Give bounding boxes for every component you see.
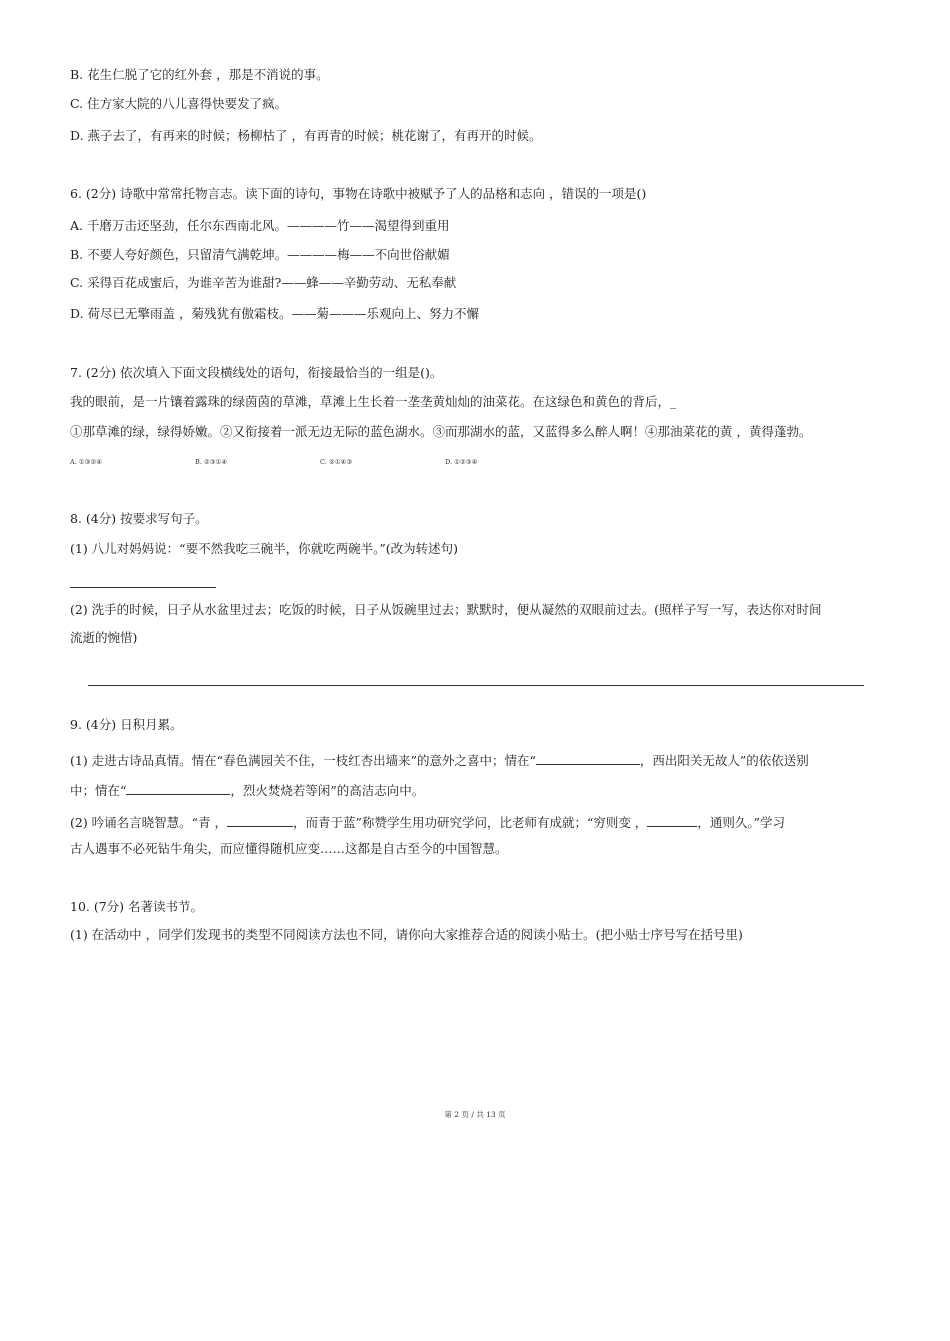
q9-part2-text-c: ，通则久。”学习 bbox=[697, 815, 785, 830]
q9-part1-text-c: 中；情在“ bbox=[70, 783, 127, 798]
q8-part2-line1: (2) 洗手的时候，日子从水盆里过去；吃饭的时候，日子从饭碗里过去；默默时，便从凝然的双眼前过去。(照样子写一写，表达你对时间 bbox=[70, 602, 822, 617]
q9-part1-line2 bbox=[70, 780, 424, 800]
q8-stem: 8. (4分) 按要求写句子。 bbox=[70, 511, 208, 526]
q8-part2-line2: 流逝的惋惜) bbox=[70, 630, 138, 645]
q7-passage: 我的眼前，是一片镶着露珠的绿茵茵的草滩，草滩上生长着一垄垄黄灿灿的油菜花。在这绿色和黄色的背后，_ bbox=[70, 394, 677, 409]
q7-option-b: B. ②③①④ bbox=[195, 458, 228, 466]
q10-stem: 10. (7分) 名著读书节。 bbox=[70, 899, 204, 914]
q7-option-a: A. ①③②④ bbox=[70, 458, 103, 466]
q9-part2-line2: 古人遇事不必死钻牛角尖，而应懂得随机应变……这都是自古至今的中国智慧。 bbox=[70, 841, 508, 856]
q7-sentences: ①那草滩的绿，绿得娇嫩。②又衔接着一派无边无际的蓝色湖水。③而那湖水的蓝，又蓝得多么醉人啊！④那油菜花的黄 ，黄得蓬勃。 bbox=[70, 424, 812, 439]
q9-blank-1[interactable] bbox=[536, 750, 640, 765]
q9-part2-text-a: (2) 吟诵名言晓智慧。“青 ， bbox=[70, 815, 228, 830]
q7-stem: 7. (2分) 依次填入下面文段横线处的语句，衔接最恰当的一组是()。 bbox=[70, 365, 443, 380]
q9-part1-line1 bbox=[70, 750, 809, 770]
q9-part2-text-b: ，而青于蓝”称赞学生用功研究学问，比老师有成就；“穷则变 ， bbox=[293, 815, 648, 830]
q9-stem: 9. (4分) 日积月累。 bbox=[70, 717, 183, 732]
q6-option-b: B. 不要人夸好颜色，只留清气满乾坤。————梅——不向世俗献媚 bbox=[70, 247, 450, 262]
q6-option-d: D. 荷尽已无擎雨盖 ，菊残犹有傲霜枝。——菊———乐观向上、努力不懈 bbox=[70, 306, 479, 321]
q10-part1: (1) 在活动中 ，同学们发现书的类型不同阅读方法也不同，请你向大家推荐合适的阅读小贴士。(把小贴士序号写在括号里) bbox=[70, 927, 743, 942]
q7-option-c: C. ②①④③ bbox=[320, 458, 353, 466]
q9-part1-text-b: ，西出阳关无故人”的依依送别 bbox=[639, 753, 809, 768]
q8-part1-answer-line[interactable] bbox=[70, 587, 216, 588]
q9-blank-4[interactable] bbox=[647, 812, 697, 827]
q5-option-b: B. 花生仁脱了它的红外套 ，那是不消说的事。 bbox=[70, 67, 329, 82]
q9-blank-3[interactable] bbox=[227, 812, 293, 827]
q5-option-d: D. 燕子去了，有再来的时候；杨柳枯了 ，有再青的时候；桃花谢了，有再开的时候。 bbox=[70, 128, 542, 143]
q6-stem: 6. (2分) 诗歌中常常托物言志。读下面的诗句，事物在诗歌中被赋予了人的品格和志向 ，错误的一项是() bbox=[70, 186, 647, 201]
q6-option-a: A. 千磨万击还坚劲，任尔东西南北风。————竹——渴望得到重用 bbox=[70, 218, 450, 233]
q9-blank-2[interactable] bbox=[126, 780, 230, 795]
q8-part1: (1) 八儿对妈妈说：“要不然我吃三碗半，你就吃两碗半。”(改为转述句) bbox=[70, 541, 458, 556]
q7-option-d: D. ①②③④ bbox=[445, 458, 478, 466]
q5-option-c: C. 住方家大院的八儿喜得快要发了疯。 bbox=[70, 96, 288, 111]
q9-part2-line1 bbox=[70, 812, 785, 832]
page-footer: 第 2 页 / 共 13 页 bbox=[444, 1110, 506, 1119]
q8-part2-answer-line[interactable] bbox=[88, 685, 864, 686]
q9-part1-text-a: (1) 走进古诗品真情。情在“春色满园关不住，一枝红杏出墙来”的意外之喜中；情在“ bbox=[70, 753, 536, 768]
q6-option-c: C. 采得百花成蜜后，为谁辛苦为谁甜?——蜂——辛勤劳动、无私奉献 bbox=[70, 275, 457, 290]
q9-part1-text-d: ，烈火焚烧若等闲”的高洁志向中。 bbox=[230, 783, 425, 798]
